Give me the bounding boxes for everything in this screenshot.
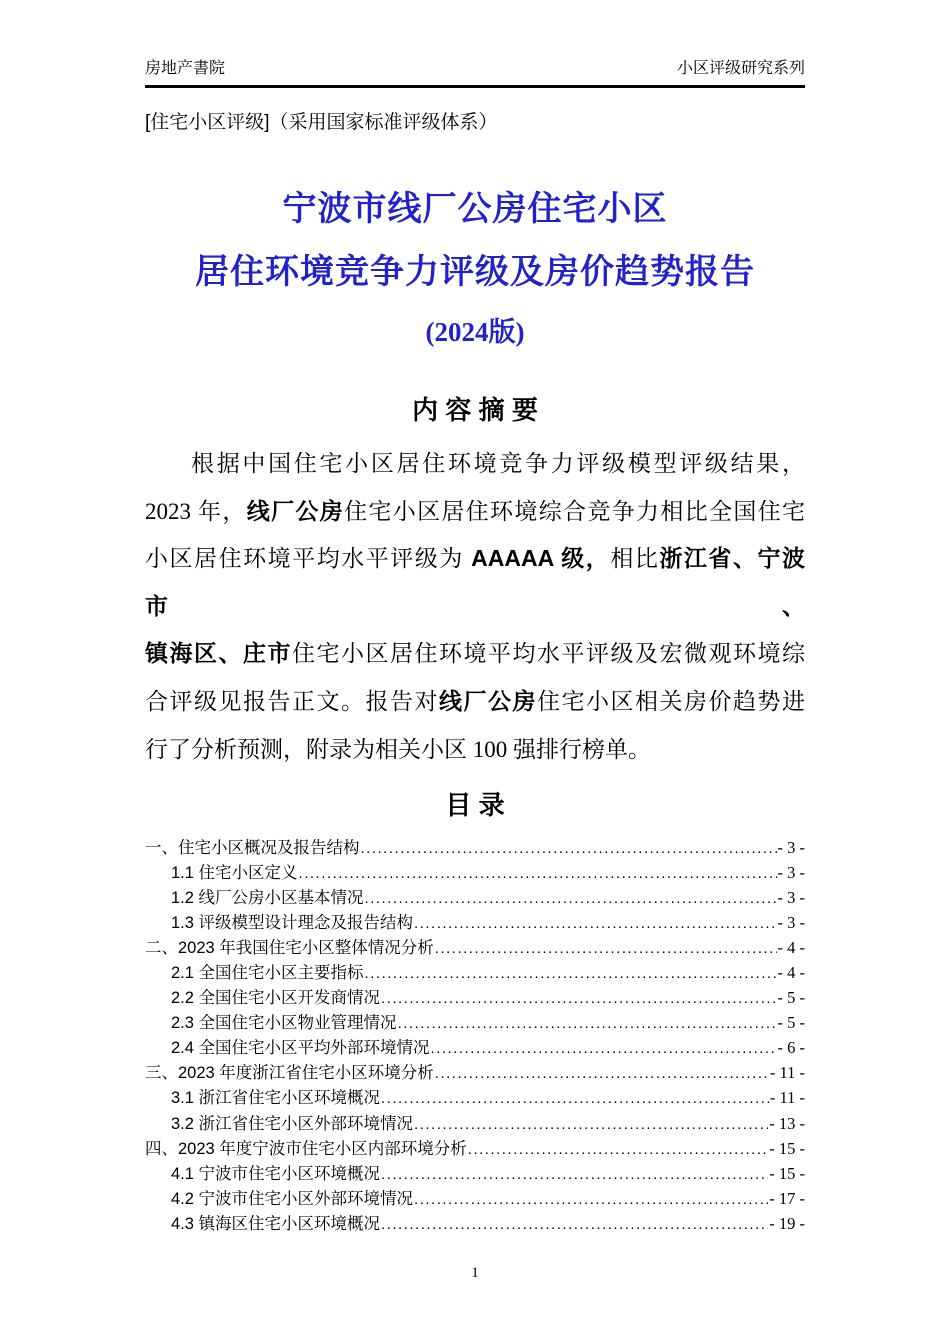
toc-entry-page: - 11 -: [769, 1063, 805, 1083]
toc-entry-page: - 3 -: [777, 838, 805, 857]
toc-leader-dots: [299, 865, 777, 882]
summary-text: 根据中国住宅小区居住环境竞争力评级模型评级结果，: [191, 451, 805, 476]
summary-line: [145, 726, 805, 774]
toc-entry-label: 2.3 全国住宅小区物业管理情况: [171, 1014, 397, 1033]
toc-leader-dots: [414, 915, 776, 932]
summary-text: 相比: [610, 546, 660, 572]
toc-entry-page: - 5 -: [777, 1013, 805, 1033]
toc-entry-label: 2.1 全国住宅小区主要指标: [171, 964, 364, 983]
header-brand: 房地产書院: [145, 60, 226, 77]
toc-entry-label: 1.2 线厂公房小区基本情况: [171, 889, 364, 908]
summary-line: [145, 488, 805, 536]
report-title: [0, 193, 950, 346]
summary-text: 住宅小区居住环境平均水平评级及宏微观环境综: [292, 641, 805, 667]
toc-entry[interactable]: [145, 884, 805, 909]
summary-text: 2023 年，: [145, 498, 247, 524]
toc-entry-page: - 3 -: [777, 913, 805, 933]
toc-entry[interactable]: [145, 1034, 805, 1059]
toc-leader-dots: [435, 1065, 769, 1082]
toc-entry-label: 三、2023 年度浙江省住宅小区环境分析: [145, 1064, 434, 1083]
summary-text-bold: 浙江省、宁波市、: [145, 545, 806, 619]
page-header: [145, 58, 805, 88]
toc-entry[interactable]: [145, 1084, 805, 1109]
summary-text: 行了分析预测，附录为相关小区 100 强排行榜单。: [145, 736, 651, 762]
toc-list: [145, 834, 805, 1235]
toc-leader-dots: [381, 1166, 768, 1183]
toc-leader-dots: [361, 840, 777, 857]
toc-heading: 目 录: [445, 790, 505, 820]
toc-entry[interactable]: [145, 1185, 805, 1210]
toc-leader-dots: [381, 990, 776, 1007]
toc-entry-label: 2.4 全国住宅小区平均外部环境情况: [171, 1039, 430, 1058]
summary-text: 小区居住环境平均水平评级为: [145, 546, 472, 572]
toc-entry-page: - 11 -: [769, 1088, 805, 1108]
toc-leader-dots: [398, 1015, 777, 1032]
summary-heading: 内 容 摘 要: [412, 395, 538, 425]
summary-line: [145, 440, 805, 488]
toc-leader-dots: [468, 1141, 768, 1158]
toc-entry-label: 4.3 镇海区住宅小区环境概况: [171, 1214, 381, 1233]
toc-leader-dots: [431, 1040, 777, 1057]
summary-line: [145, 535, 805, 630]
toc-leader-dots: [381, 1090, 769, 1107]
toc-entry-label: 3.1 浙江省住宅小区环境概况: [171, 1089, 381, 1108]
toc-entry-label: 3.2 浙江省住宅小区外部环境情况: [171, 1114, 414, 1133]
summary-text-bold: AAAAA 级，: [471, 545, 611, 572]
toc-leader-dots: [414, 1116, 768, 1133]
toc-entry-label: 1.1 住宅小区定义: [171, 864, 298, 883]
summary-text-bold: 线厂公房: [246, 497, 345, 524]
toc-entry-page: - 17 -: [769, 1188, 805, 1208]
toc-entry-label: 一、住宅小区概况及报告结构: [145, 839, 360, 857]
toc-leader-dots: [365, 965, 777, 982]
toc-entry[interactable]: [145, 984, 805, 1009]
toc-entry-label: 4.1 宁波市住宅小区环境概况: [171, 1164, 381, 1183]
toc-entry-page: - 3 -: [777, 888, 805, 908]
toc-entry-page: - 4 -: [777, 963, 805, 983]
summary-line: [145, 630, 805, 678]
toc-entry-label: 二、2023 年我国住宅小区整体情况分析: [145, 939, 434, 958]
toc-entry-page: - 15 -: [769, 1138, 805, 1158]
toc-entry-label: 2.2 全国住宅小区开发商情况: [171, 989, 381, 1008]
toc-entry-page: - 6 -: [777, 1038, 805, 1058]
report-title-line-1: 宁波市线厂公房住宅小区: [282, 191, 668, 228]
summary-text: 住宅小区相关房价趋势进: [537, 688, 805, 714]
summary-paragraph: [145, 440, 805, 773]
toc-entry[interactable]: [145, 959, 805, 984]
toc-entry-page: - 4 -: [777, 938, 805, 958]
toc-leader-dots: [414, 1191, 768, 1208]
summary-text: 合评级见报告正文。报告对: [145, 688, 439, 714]
toc-entry[interactable]: [145, 1135, 805, 1160]
toc-entry[interactable]: [145, 1059, 805, 1084]
toc-entry[interactable]: [145, 1210, 805, 1235]
toc-entry-page: - 15 -: [769, 1163, 805, 1183]
toc-entry-label: 四、2023 年度宁波市住宅小区内部环境分析: [145, 1139, 467, 1158]
page-number: 1: [471, 1265, 479, 1281]
toc-entry-label: 1.3 评级模型设计理念及报告结构: [171, 914, 414, 933]
toc-entry[interactable]: [145, 934, 805, 959]
toc-entry[interactable]: [145, 1110, 805, 1135]
toc-entry[interactable]: [145, 834, 805, 859]
toc-entry-label: 4.2 宁波市住宅小区外部环境情况: [171, 1189, 414, 1208]
toc-entry-page: - 5 -: [777, 988, 805, 1008]
header-series: 小区评级研究系列: [676, 60, 805, 77]
toc-entry-page: - 19 -: [769, 1213, 805, 1233]
toc-entry[interactable]: [145, 1009, 805, 1034]
summary-line: [145, 678, 805, 726]
summary-text: 住宅小区居住环境综合竞争力相比全国住宅: [344, 498, 806, 524]
toc-entry[interactable]: [145, 859, 805, 884]
toc-entry-page: - 3 -: [777, 863, 805, 883]
toc-entry[interactable]: [145, 1160, 805, 1185]
toc-entry[interactable]: [145, 909, 805, 934]
toc-leader-dots: [381, 1216, 768, 1233]
summary-text-bold: 镇海区、庄市: [145, 640, 292, 667]
toc-leader-dots: [435, 940, 777, 957]
report-title-version: (2024版): [425, 317, 525, 347]
report-title-line-2: 居住环境竞争力评级及房价趋势报告: [195, 254, 755, 291]
bracket-subtitle: [住宅小区评级]（采用国家标准评级体系）: [145, 112, 498, 133]
toc-leader-dots: [365, 890, 777, 907]
toc-entry-page: - 13 -: [769, 1113, 805, 1133]
summary-text-bold: 线厂公房: [439, 687, 537, 714]
